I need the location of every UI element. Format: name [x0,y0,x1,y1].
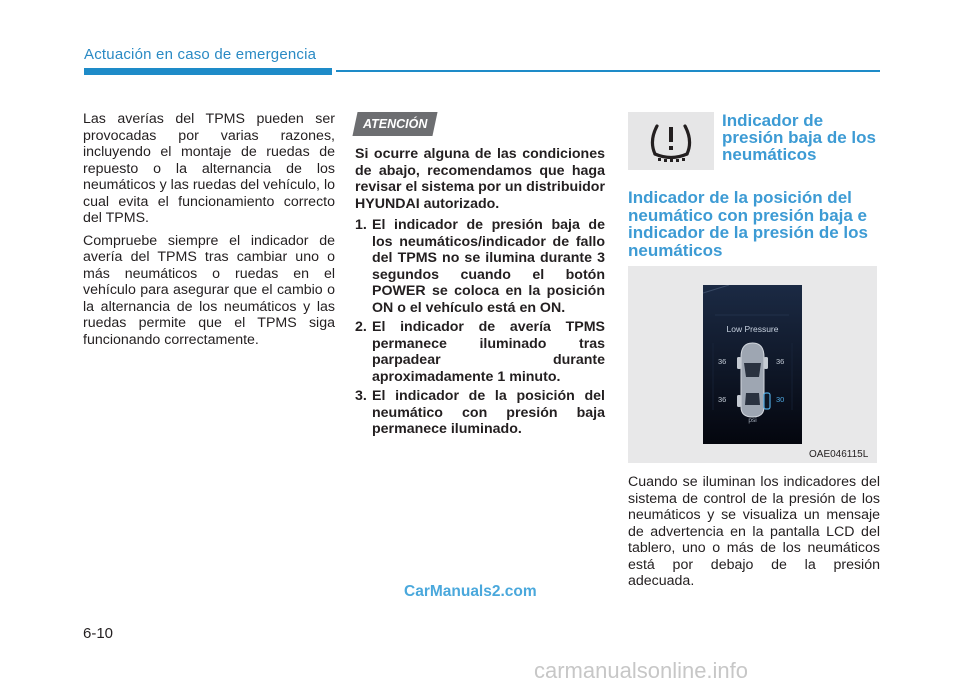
paragraph-check-indicator: Compruebe siempre el indicador de avería del TPMS tras cambiar uno o más neumáticos o ruedas en el vehículo para asegurar que el cambio o la alternancia de los neumáticos y las ruedas permite que el TPMS siga funcionando correctamente. [83,232,335,348]
paragraph-tpms-faults: Las averías del TPMS pueden ser provocadas por varias razones, incluyendo el montaje de ruedas de repuesto o la alternancia de los neumáticos y las ruedas del vehículo, lo cual evita el funcionamiento correcto del TPMS. [83,111,335,226]
warning-badge-label: ATENCIÓN [362,117,428,131]
tire-pressure-front-left: 36 [718,357,727,366]
warning-block [355,112,605,441]
header-tab-bar [84,68,332,75]
list-item [355,217,605,316]
list-item-number: 3. [355,388,367,404]
cluster-title: Low Pressure [726,324,779,334]
paragraph-indicators-lit: Cuando se iluminan los indicadores del sistema de control de la presión de los neumáticos y se visualiza un mensaje de advertencia en la pantalla LCD del tablero, uno o más de los neumáticos está por debajo de la presión adecuada. [628,474,880,589]
warning-intro: Si ocurre alguna de las condiciones de abajo, recomendamos que haga revisar el sistema por un distribuidor HYUNDAI autorizado. [355,146,605,212]
header-rule [336,70,880,72]
list-item-number: 2. [355,319,367,335]
tpms-icon-box [628,112,714,170]
page-number: 6-10 [83,625,114,642]
heading-position-indicator: Indicador de la posición del neumático con presión baja e indicador de la presión de los neumáticos [628,188,868,260]
tire-pressure-front-right: 36 [776,357,785,366]
list-item [355,319,605,385]
figure-code: OAE046115L [809,449,869,460]
pressure-unit: psi [748,417,757,424]
tire-pressure-rear-right: 30 [776,395,785,404]
heading-low-pressure-indicator: Indicador de presión baja de los neumáticos [722,111,876,164]
section-title: Actuación en caso de emergencia [84,46,317,63]
watermark-carmanuals2[interactable]: CarManuals2.com [404,583,537,600]
warning-list [355,217,605,438]
tpms-warning-icon [628,112,714,170]
list-item-text: El indicador de avería TPMS permanece iluminado tras parpadear durante aproximadamente 1 minuto. [372,319,605,385]
warning-badge [352,112,437,136]
list-item-number: 1. [355,217,367,233]
instrument-cluster-display [703,285,802,444]
list-item [355,388,605,438]
list-item-text: El indicador de la posición del neumático con presión baja permanece iluminado. [372,388,605,437]
tire-pressure-rear-left: 36 [718,395,727,404]
left-column [83,111,335,354]
list-item-text: El indicador de presión baja de los neumáticos/indicador de fallo del TPMS no se ilumina durante 3 segundos cuando el botón POWER se coloca en la posición ON o el vehículo está en ON. [372,217,605,316]
watermark-carmanualsonline[interactable]: carmanualsonline.info [534,658,749,683]
